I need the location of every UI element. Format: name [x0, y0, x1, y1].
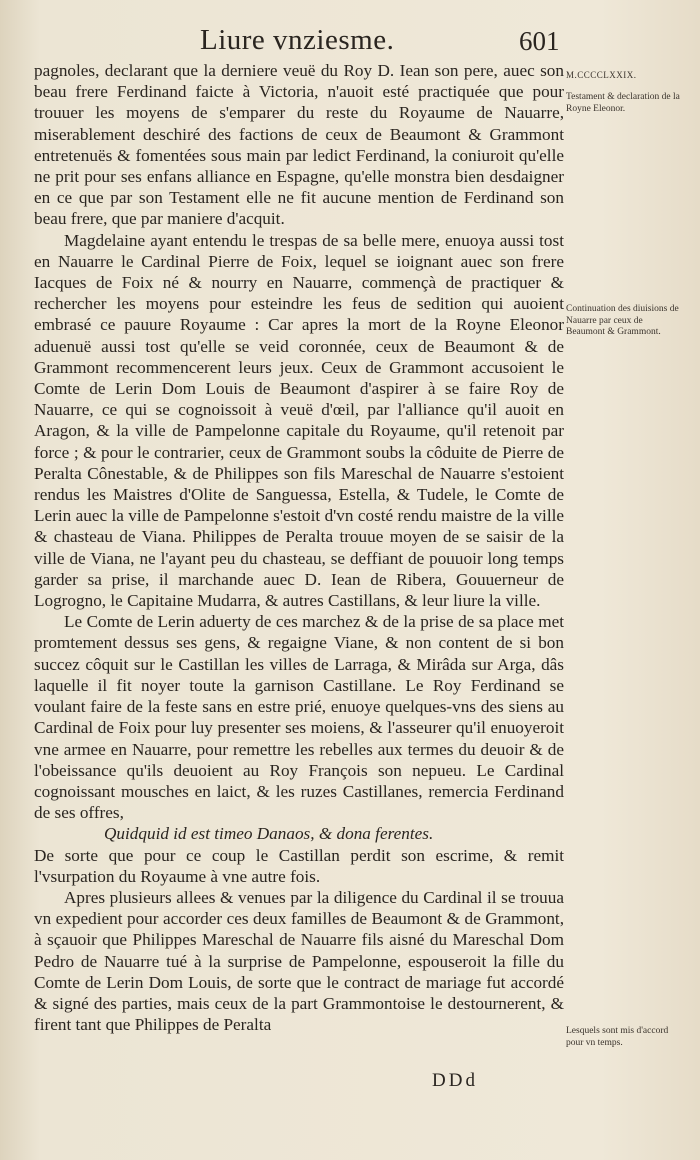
margin-year: M.CCCCLXXIX.	[566, 70, 637, 80]
paragraph-5: Apres plusieurs allees & venues par la diligence du Cardinal il se trouua vn expedient pour accorder ces deux familles de Beaumont & de Grammont, à sçauoir que Philippes Mareschal de Nauarre fils aisné du Mareschal Dom Pedro de Nauarre tué à la surprise de Pampelonne, espouseroit la fille du Comte de Lerin Dom Louis, de sorte que le contract de mariage fut accordé & signé des parties, mais ceux de la part Grammontoise le destournerent, & firent tant que Philippes de Peralta	[34, 887, 564, 1035]
margin-note-accord: Lesquels sont mis d'accord pour vn temps.	[566, 1026, 669, 1048]
paragraph-2: Magdelaine ayant entendu le trespas de sa belle mere, enuoya aussi tost en Nauarre le Cardinal Pierre de Foix, lequel se ioignant auec son frere Iacques de Foix né & nourry en Nauarre, commençà de practiquer & rechercher les moyens pour esteindre les feus de sedition qui auoient embrasé ce pauure Royaume : Car apres la mort de la Royne Eleonor aduenuë aussi tost qu'elle se veid coronnée, ceux de Beaumont & de Grammont recommencerent leurs jeux. Ceux de Grammont accusoient le Comte de Lerin Dom Louis de Beaumont d'aspirer à se faire Roy de Nauarre, ce qui se cognoissoit à veuë d'œil, par l'alliance qu'il auoit en Aragon, & la ville de Pampelonne capitale du Royaume, qu'il retenoit par force ; & pour le contrarier, ceux de Grammont soubs la côduite de Pierre de Peralta Cônestable, & de Philippes son fils Mareschal de Nauarre s'estoient rendus les Maistres d'Olite de Sanguessa, Estella, & Tudele, le Comte de Lerin auec la ville de Pampelonne s'estoit d'vn costé rendu maistre de la ville & chasteau de Viana. Philippes de Peralta trouue moyen de se saisir de la ville de Viana, ne l'ayant peu du chasteau, se deffiant de pouuoir long temps garder sa prise, il marchande auec D. Iean de Ribera, Gouuerneur de Logrogno, le Capitaine Mudarra, & autres Castillans, & leur liure la ville.	[34, 230, 564, 611]
main-text	[34, 60, 564, 1035]
latin-quote: Quidquid id est timeo Danaos, & dona ferentes.	[104, 824, 434, 844]
page-number: 601	[519, 26, 560, 56]
signature-mark: DDd	[432, 1070, 478, 1091]
paragraph-3: Le Comte de Lerin aduerty de ces marchez & de la prise de sa place met promtement dessus ses gens, & regaigne Viane, & non content de si bon succez côquit sur le Castillan les villes de Larraga, & Mirâda sur Arga, dâs laquelle il fit noyer toute la garnison Castillane. Le Roy Ferdinand se voulant faire de la feste sans en estre prié, enuoye quelques-vns des siens au Cardinal de Foix pour luy presenter ses moiens, & l'asseurer qu'il enuoyeroit vne armee en Nauarre, pour remettre les rebelles aux termes du deuoir & de l'obeissance qu'ils deuoient au Roy François son nepueu. Le Cardinal cognoissant mousches en laict, & les ruzes Castillanes, remercia Ferdinand de ses offres,	[34, 612, 564, 823]
running-title: Liure vnziesme.	[200, 24, 395, 56]
paragraph-4: De sorte que pour ce coup le Castillan perdit son escrime, & remit l'vsurpation du Royaume à vne autre fois.	[34, 845, 564, 886]
margin-note-testament: Testament & declaration de la Royne Eleonor.	[566, 92, 680, 114]
paragraph-1: pagnoles, declarant que la derniere veuë du Roy D. Iean son pere, auec son beau frere Ferdinand faicte à Victoria, n'auoit esté practiquée que pour trouuer les moyens de s'emparer du reste du Royaume de Nauarre, miserablement deschiré des factions de ceux de Beaumont & Grammont entretenuës & fomentées sous main par ledict Ferdinand, la coniuroit qu'elle ne prit pour ses enfans alliance en Espagne, qu'elle monstra bien desdaigner en ce que par son Testament elle ne fit aucune mention de Ferdinand son beau frere, que par maniere d'acquit.	[34, 61, 564, 229]
margin-note-continuation: Continuation des diuisions de Nauarre par ceux de Beaumont & Grammont.	[566, 304, 679, 337]
